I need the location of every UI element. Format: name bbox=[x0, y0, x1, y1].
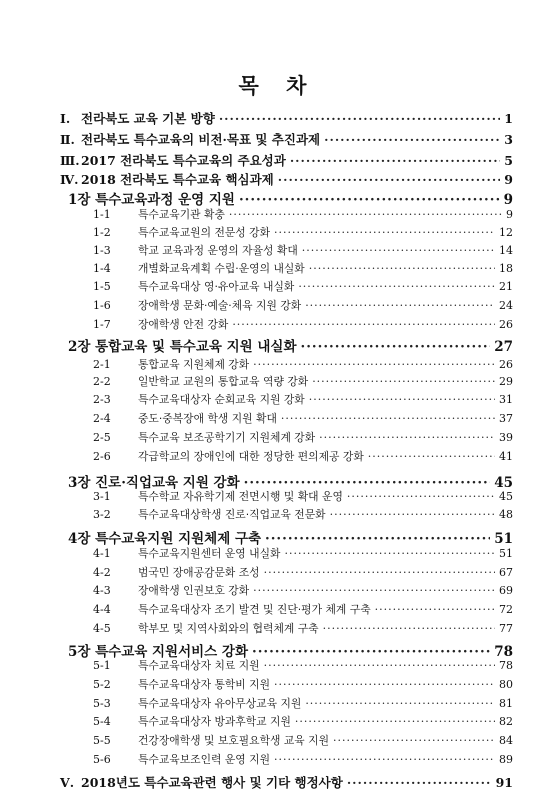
toc-section-entry bbox=[93, 411, 513, 426]
page-number: 18 bbox=[499, 262, 513, 275]
entry-number: 5-1 bbox=[93, 659, 111, 672]
dot-leader bbox=[229, 208, 502, 221]
toc-section-entry bbox=[93, 298, 513, 313]
dot-leader bbox=[347, 490, 495, 503]
dot-leader bbox=[295, 715, 495, 728]
toc-section-entry bbox=[93, 225, 513, 240]
entry-number: 1-7 bbox=[93, 318, 111, 331]
entry-title: 특수학교 자유학기제 전면시행 및 확대 운영 bbox=[138, 490, 343, 503]
page-number: 69 bbox=[499, 584, 513, 597]
page-number: 9 bbox=[504, 172, 513, 187]
toc-chapter-entry bbox=[68, 335, 513, 355]
page-number: 26 bbox=[499, 358, 513, 371]
entry-number: 1-4 bbox=[93, 262, 111, 275]
toc-section-entry bbox=[93, 733, 513, 748]
entry-title: 2018년도 특수교육관련 행사 및 기타 행정사항 bbox=[81, 775, 343, 790]
entry-number: 1-2 bbox=[93, 226, 111, 239]
toc-section-entry bbox=[93, 583, 513, 598]
dot-leader bbox=[239, 192, 500, 208]
dot-leader bbox=[284, 547, 495, 560]
page-number: 29 bbox=[499, 375, 513, 388]
entry-title: 5장 특수교육 지원서비스 강화 bbox=[68, 644, 248, 660]
page-number: 45 bbox=[499, 490, 513, 503]
entry-number: 3-2 bbox=[93, 508, 111, 521]
toc-section-entry bbox=[93, 261, 513, 276]
toc-section-entry bbox=[93, 565, 513, 580]
dot-leader bbox=[323, 622, 495, 635]
page-number: 89 bbox=[499, 753, 513, 766]
dot-leader bbox=[281, 412, 495, 425]
toc-section-entry bbox=[93, 357, 513, 372]
toc-section-entry bbox=[93, 752, 513, 767]
dot-leader bbox=[219, 111, 500, 126]
entry-title: 특수교육보조인력 운영 지원 bbox=[138, 753, 271, 766]
toc-part-entry bbox=[60, 109, 513, 127]
dot-leader bbox=[333, 734, 495, 747]
dot-leader bbox=[290, 153, 500, 168]
entry-number: 4-1 bbox=[93, 547, 111, 560]
dot-leader bbox=[253, 584, 495, 597]
entry-title: 범국민 장애공감문화 조성 bbox=[138, 566, 260, 579]
entry-title: 1장 특수교육과정 운영 지원 bbox=[68, 192, 235, 208]
page-number: 37 bbox=[499, 412, 513, 425]
dot-leader bbox=[278, 172, 501, 187]
entry-number: 2-4 bbox=[93, 412, 111, 425]
entry-number: 5-3 bbox=[93, 697, 111, 710]
entry-title: 특수교육대상자 조기 발견 및 진단·평가 체계 구축 bbox=[138, 603, 371, 616]
dot-leader bbox=[305, 299, 495, 312]
entry-number: 2-1 bbox=[93, 358, 111, 371]
page-number: 80 bbox=[499, 678, 513, 691]
entry-title: 특수교육대상자 유아무상교육 지원 bbox=[138, 697, 302, 710]
page-number: 21 bbox=[499, 280, 513, 293]
page-title: 목 차 bbox=[238, 73, 317, 98]
page-number: 1 bbox=[504, 111, 513, 126]
entry-number: 5-5 bbox=[93, 734, 111, 747]
entry-number: 5-4 bbox=[93, 715, 111, 728]
entry-title: 장애학생 인권보호 강화 bbox=[138, 584, 250, 597]
entry-number: 4-3 bbox=[93, 584, 111, 597]
dot-leader bbox=[305, 697, 495, 710]
page-number: 39 bbox=[499, 431, 513, 444]
entry-title: 중도·중복장애 학생 지원 확대 bbox=[138, 412, 277, 425]
page-number: 12 bbox=[499, 226, 513, 239]
entry-number: 2-5 bbox=[93, 431, 111, 444]
entry-number: Ⅴ. bbox=[60, 775, 75, 790]
entry-number: Ⅲ. bbox=[60, 153, 80, 168]
dot-leader bbox=[347, 775, 492, 790]
dot-leader bbox=[302, 244, 495, 257]
entry-number: 5-6 bbox=[93, 753, 111, 766]
toc-section-entry bbox=[93, 714, 513, 729]
entry-title: 일반학교 교원의 통합교육 역량 강화 bbox=[138, 375, 309, 388]
page-number: 72 bbox=[499, 603, 513, 616]
toc-part-entry bbox=[60, 130, 513, 148]
page-number: 51 bbox=[499, 547, 513, 560]
toc-section-entry bbox=[93, 392, 513, 407]
toc-section-entry bbox=[93, 696, 513, 711]
entry-title: 특수교육 보조공학기기 지원체계 강화 bbox=[138, 431, 316, 444]
page-number: 67 bbox=[499, 566, 513, 579]
dot-leader bbox=[274, 678, 495, 691]
entry-number: 1-1 bbox=[93, 208, 111, 221]
toc-chapter-entry bbox=[68, 640, 513, 660]
entry-title: 장애학생 안전 강화 bbox=[138, 318, 229, 331]
page-number: 51 bbox=[494, 531, 513, 547]
entry-number: 4-4 bbox=[93, 603, 111, 616]
entry-number: 2-3 bbox=[93, 393, 111, 406]
dot-leader bbox=[309, 262, 495, 275]
entry-number: Ⅳ. bbox=[60, 172, 79, 187]
entry-number: Ⅰ. bbox=[60, 111, 71, 126]
toc-part-entry bbox=[60, 151, 513, 169]
toc-section-entry bbox=[93, 243, 513, 258]
toc-part-entry bbox=[60, 773, 513, 791]
dot-leader bbox=[298, 280, 495, 293]
dot-leader bbox=[319, 431, 495, 444]
toc-chapter-entry bbox=[68, 471, 513, 491]
entry-title: 3장 진로·직업교육 지원 강화 bbox=[68, 475, 240, 491]
entry-number: Ⅱ. bbox=[60, 132, 75, 147]
entry-title: 특수교육대상학생 진로·직업교육 전문화 bbox=[138, 508, 326, 521]
toc-section-entry bbox=[93, 489, 513, 504]
entry-title: 특수교육대상자 순회교육 지원 강화 bbox=[138, 393, 305, 406]
dot-leader bbox=[368, 450, 495, 463]
toc-chapter-entry bbox=[68, 188, 513, 208]
entry-title: 장애학생 문화·예술·체육 지원 강화 bbox=[138, 299, 302, 312]
page-number: 48 bbox=[499, 508, 513, 521]
dot-leader bbox=[312, 375, 495, 388]
toc-section-entry bbox=[93, 677, 513, 692]
dot-leader bbox=[309, 393, 495, 406]
dot-leader bbox=[232, 318, 495, 331]
page-number: 81 bbox=[499, 697, 513, 710]
page-number: 31 bbox=[499, 393, 513, 406]
dot-leader bbox=[265, 531, 490, 547]
entry-title: 전라북도 특수교육의 비전·목표 및 추진과제 bbox=[81, 132, 321, 147]
dot-leader bbox=[330, 508, 495, 521]
dot-leader bbox=[253, 358, 495, 371]
toc-section-entry bbox=[93, 621, 513, 636]
page-number: 84 bbox=[499, 734, 513, 747]
toc-section-entry bbox=[93, 449, 513, 464]
page-number: 24 bbox=[499, 299, 513, 312]
toc-section-entry bbox=[93, 374, 513, 389]
entry-number: 4-2 bbox=[93, 566, 111, 579]
entry-title: 특수교육대상자 방과후학교 지원 bbox=[138, 715, 291, 728]
entry-number: 2-2 bbox=[93, 375, 111, 388]
entry-title: 2018 전라북도 특수교육 핵심과제 bbox=[81, 172, 274, 187]
page-number: 78 bbox=[494, 644, 513, 660]
entry-title: 각급학교의 장애인에 대한 정당한 편의제공 강화 bbox=[138, 450, 364, 463]
page-number: 41 bbox=[499, 450, 513, 463]
toc-section-entry bbox=[93, 658, 513, 673]
dot-leader bbox=[324, 132, 500, 147]
entry-number: 1-3 bbox=[93, 244, 111, 257]
toc-section-entry bbox=[93, 430, 513, 445]
dot-leader bbox=[375, 603, 495, 616]
toc-section-entry bbox=[93, 546, 513, 561]
entry-title: 특수교육교원의 전문성 강화 bbox=[138, 226, 271, 239]
page-number: 3 bbox=[504, 132, 513, 147]
page-number: 14 bbox=[499, 244, 513, 257]
page-number: 27 bbox=[494, 339, 513, 355]
toc-section-entry bbox=[93, 279, 513, 294]
entry-number: 4-5 bbox=[93, 622, 111, 635]
entry-title: 건강장애학생 및 보호필요학생 교육 지원 bbox=[138, 734, 330, 747]
page-number: 78 bbox=[499, 659, 513, 672]
dot-leader bbox=[274, 226, 495, 239]
page-number: 9 bbox=[503, 192, 513, 208]
entry-title: 특수교육대상자 통학비 지원 bbox=[138, 678, 271, 691]
entry-title: 4장 특수교육지원 지원체제 구축 bbox=[68, 531, 262, 547]
entry-title: 2장 통합교육 및 특수교육 지원 내실화 bbox=[68, 339, 297, 355]
page-number: 77 bbox=[499, 622, 513, 635]
entry-title: 통합교육 지원체제 강화 bbox=[138, 358, 250, 371]
page-number: 5 bbox=[504, 153, 513, 168]
entry-number: 1-6 bbox=[93, 299, 111, 312]
page-number: 9 bbox=[506, 208, 513, 221]
entry-title: 학부모 및 지역사회와의 협력체계 구축 bbox=[138, 622, 319, 635]
toc-part-entry bbox=[60, 170, 513, 188]
toc-section-entry bbox=[93, 317, 513, 332]
page-number: 26 bbox=[499, 318, 513, 331]
entry-number: 1-5 bbox=[93, 280, 111, 293]
page-number: 45 bbox=[494, 475, 513, 491]
entry-title: 특수교육대상자 치료 지원 bbox=[138, 659, 260, 672]
entry-title: 학교 교육과정 운영의 자율성 확대 bbox=[138, 244, 298, 257]
page-number: 91 bbox=[495, 775, 513, 790]
dot-leader bbox=[274, 753, 495, 766]
entry-title: 특수교육지원센터 운영 내실화 bbox=[138, 547, 281, 560]
toc-section-entry bbox=[93, 602, 513, 617]
dot-leader bbox=[264, 659, 495, 672]
toc-section-entry bbox=[93, 207, 513, 222]
page-number: 82 bbox=[499, 715, 513, 728]
entry-title: 전라북도 교육 기본 방향 bbox=[81, 111, 215, 126]
entry-title: 2017 전라북도 특수교육의 주요성과 bbox=[81, 153, 286, 168]
toc-section-entry bbox=[93, 507, 513, 522]
dot-leader bbox=[264, 566, 495, 579]
entry-number: 2-6 bbox=[93, 450, 111, 463]
toc-chapter-entry bbox=[68, 527, 513, 547]
entry-title: 특수교육기관 확충 bbox=[138, 208, 225, 221]
entry-number: 5-2 bbox=[93, 678, 111, 691]
entry-title: 개별화교육계획 수립·운영의 내실화 bbox=[138, 262, 305, 275]
entry-title: 특수교육대상 영·유아교육 내실화 bbox=[138, 280, 295, 293]
entry-number: 3-1 bbox=[93, 490, 111, 503]
dot-leader bbox=[301, 339, 491, 355]
